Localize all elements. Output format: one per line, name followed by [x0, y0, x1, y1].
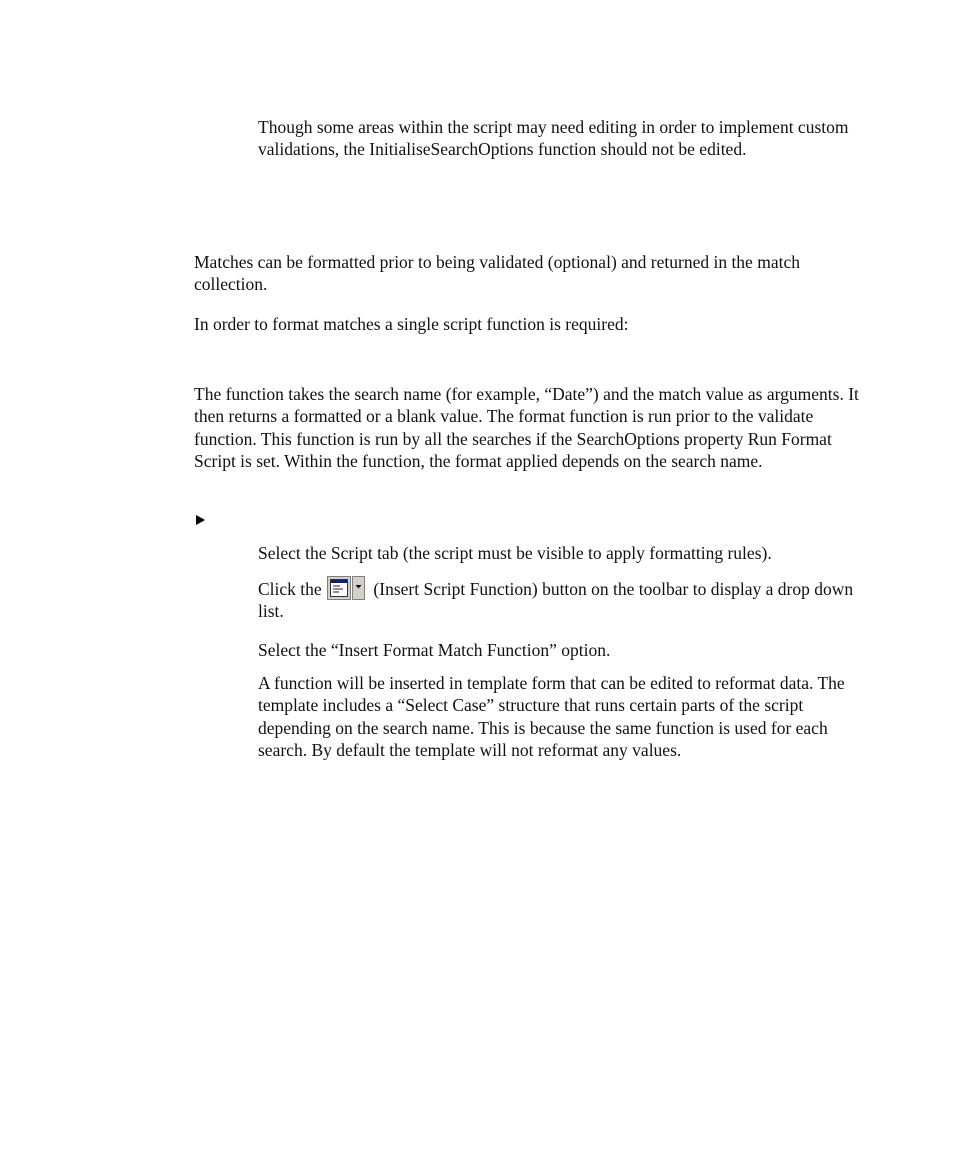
step-2-text-before: Click the	[258, 579, 322, 599]
step-2-text-after: (Insert Script Function) button on the toolbar to display a drop down list.	[258, 579, 854, 622]
procedure-step-1: Select the Script tab (the script must be visible to apply formatting rules).	[258, 543, 772, 563]
procedure-step-3: Select the “Insert Format Match Function” option.	[258, 640, 611, 660]
procedure-step-4: A function will be inserted in template form that can be edited to reformat data. The template includes a “Select Case” structure that runs certain parts of the script depending on the search name. This is because the same function is used for each search. By default the template will not reformat any values.	[258, 673, 845, 760]
triangle-right-icon	[194, 511, 208, 529]
procedure-step-2	[258, 576, 878, 623]
intro-paragraph: Matches can be formatted prior to being validated (optional) and returned in the match collection.	[194, 252, 800, 295]
requirement-paragraph: In order to format matches a single script function is required:	[194, 314, 629, 334]
note-text: Though some areas within the script may need editing in order to implement custom validations, the InitialiseSearchOptions function should not be edited.	[258, 117, 849, 160]
function-description-paragraph: The function takes the search name (for example, “Date”) and the match value as arguments. It then returns a formatted or a blank value. The format function is run prior to the validate function. This function is run by all the searches if the SearchOptions property Run Format Script is set. Within the function, the format applied depends on the search name.	[194, 384, 859, 471]
insert-script-function-icon	[327, 576, 367, 598]
